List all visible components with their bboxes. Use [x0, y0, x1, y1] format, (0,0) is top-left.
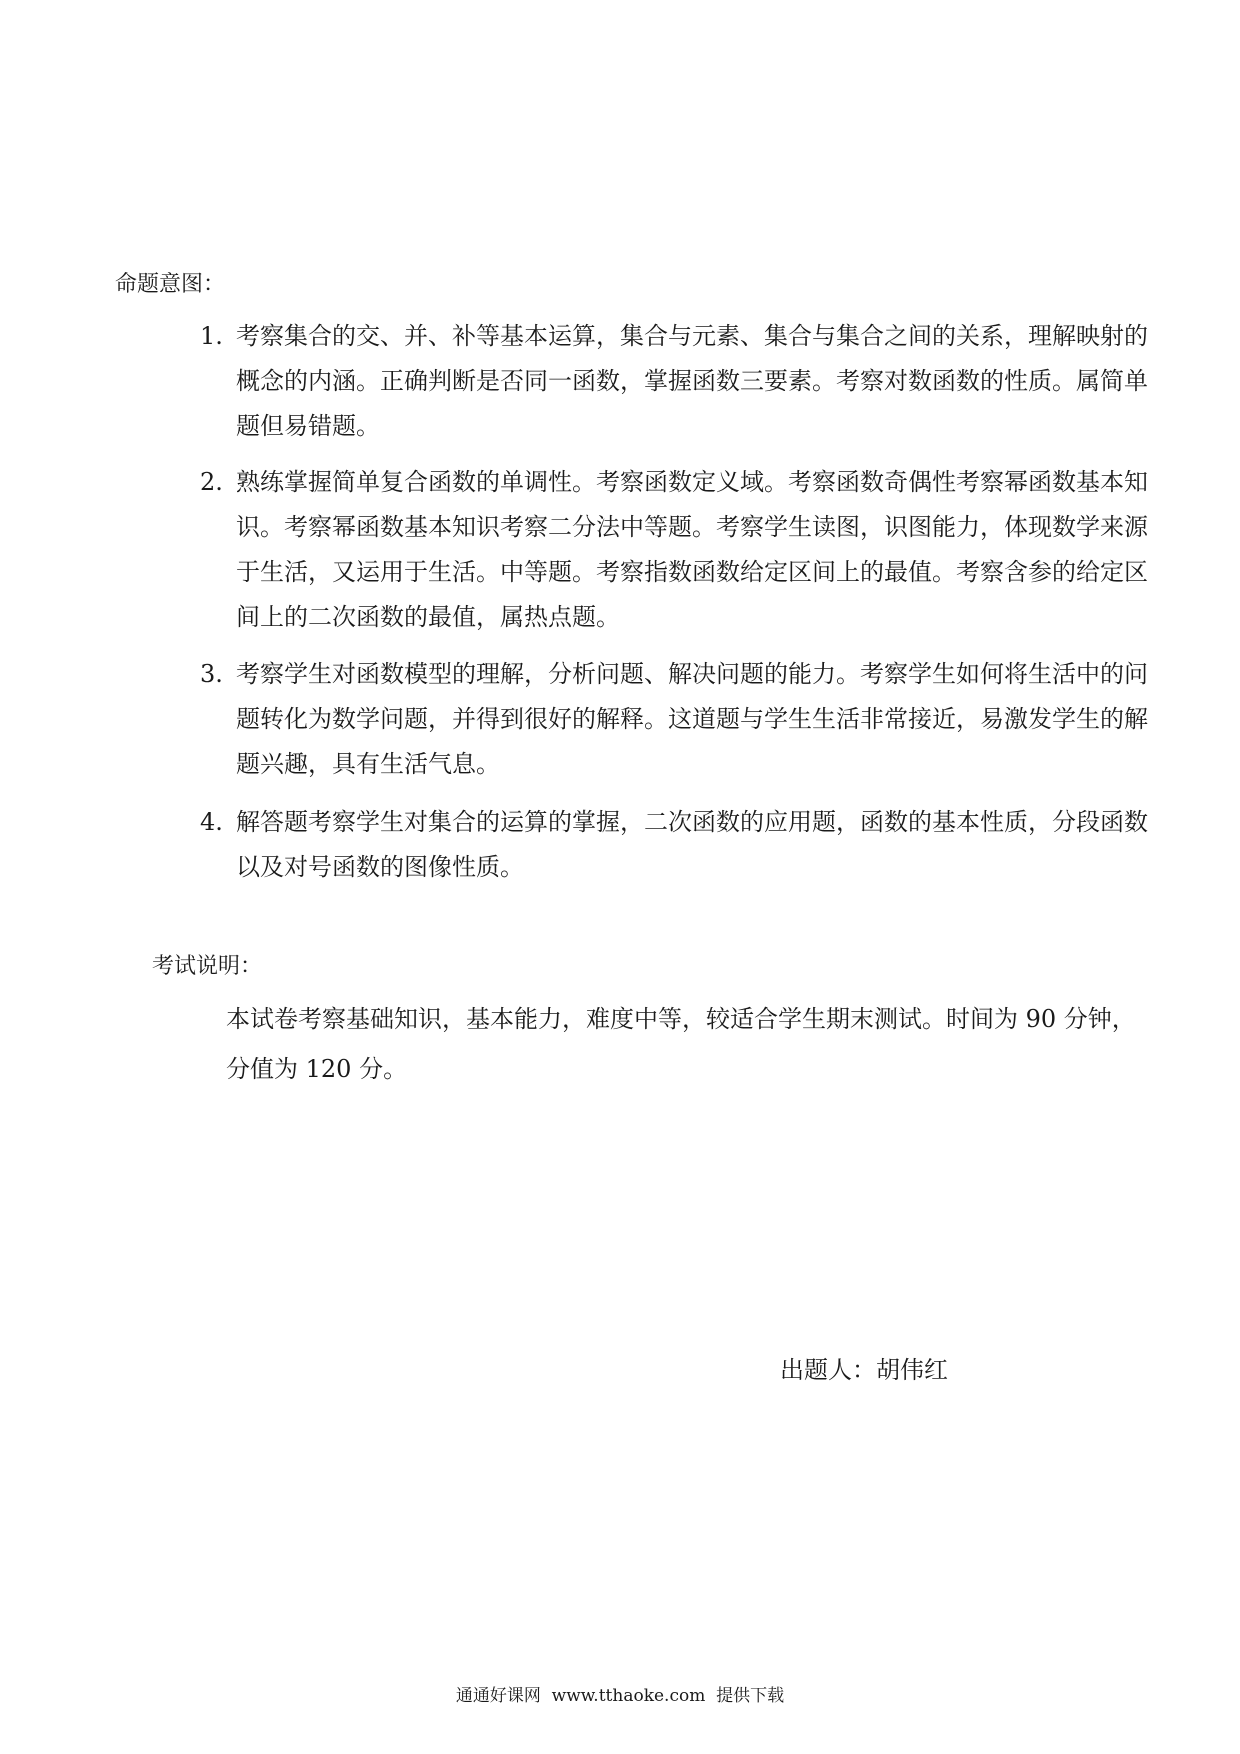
intent-heading: 命题意图：: [115, 272, 226, 297]
footer-credit: 通通好课网 www.tthaoke.com 提供下载: [455, 1686, 785, 1706]
item-text: 考察集合的交、并、补等基本运算，集合与元素、集合与集合之间的关系，理解映射的概念的内涵。正确判断是否同一函数，掌握函数三要素。考察对数函数的性质。属简单题但易错题。: [236, 322, 1148, 440]
intent-item-4: [200, 800, 1148, 890]
item-number: 4.: [200, 808, 223, 836]
exam-description: 本试卷考察基础知识，基本能力，难度中等，较适合学生期末测试。时间为 90 分钟，分值为 120 分。: [226, 1005, 1136, 1083]
item-text: 考察学生对函数模型的理解，分析问题、解决问题的能力。考察学生如何将生活中的问题转化为数学问题，并得到很好的解释。这道题与学生生活非常接近，易激发学生的解题兴趣，具有生活气息。: [236, 660, 1148, 778]
exam-heading: 考试说明：: [152, 954, 263, 979]
item-number: 3.: [200, 660, 223, 688]
item-text: 解答题考察学生对集合的运算的掌握，二次函数的应用题，函数的基本性质，分段函数以及对号函数的图像性质。: [236, 808, 1148, 881]
intent-item-1: [200, 314, 1148, 449]
item-number: 1.: [200, 322, 223, 350]
intent-item-2: [200, 460, 1148, 640]
item-text: 熟练掌握简单复合函数的单调性。考察函数定义域。考察函数奇偶性考察幂函数基本知识。考察幂函数基本知识考察二分法中等题。考察学生读图，识图能力，体现数学来源于生活，又运用于生活。中等题。考察指数函数给定区间上的最值。考察含参的给定区间上的二次函数的最值，属热点题。: [236, 468, 1148, 631]
author-line: 出题人：胡伟红: [780, 1356, 948, 1384]
item-number: 2.: [200, 468, 223, 496]
intent-item-3: [200, 652, 1148, 787]
